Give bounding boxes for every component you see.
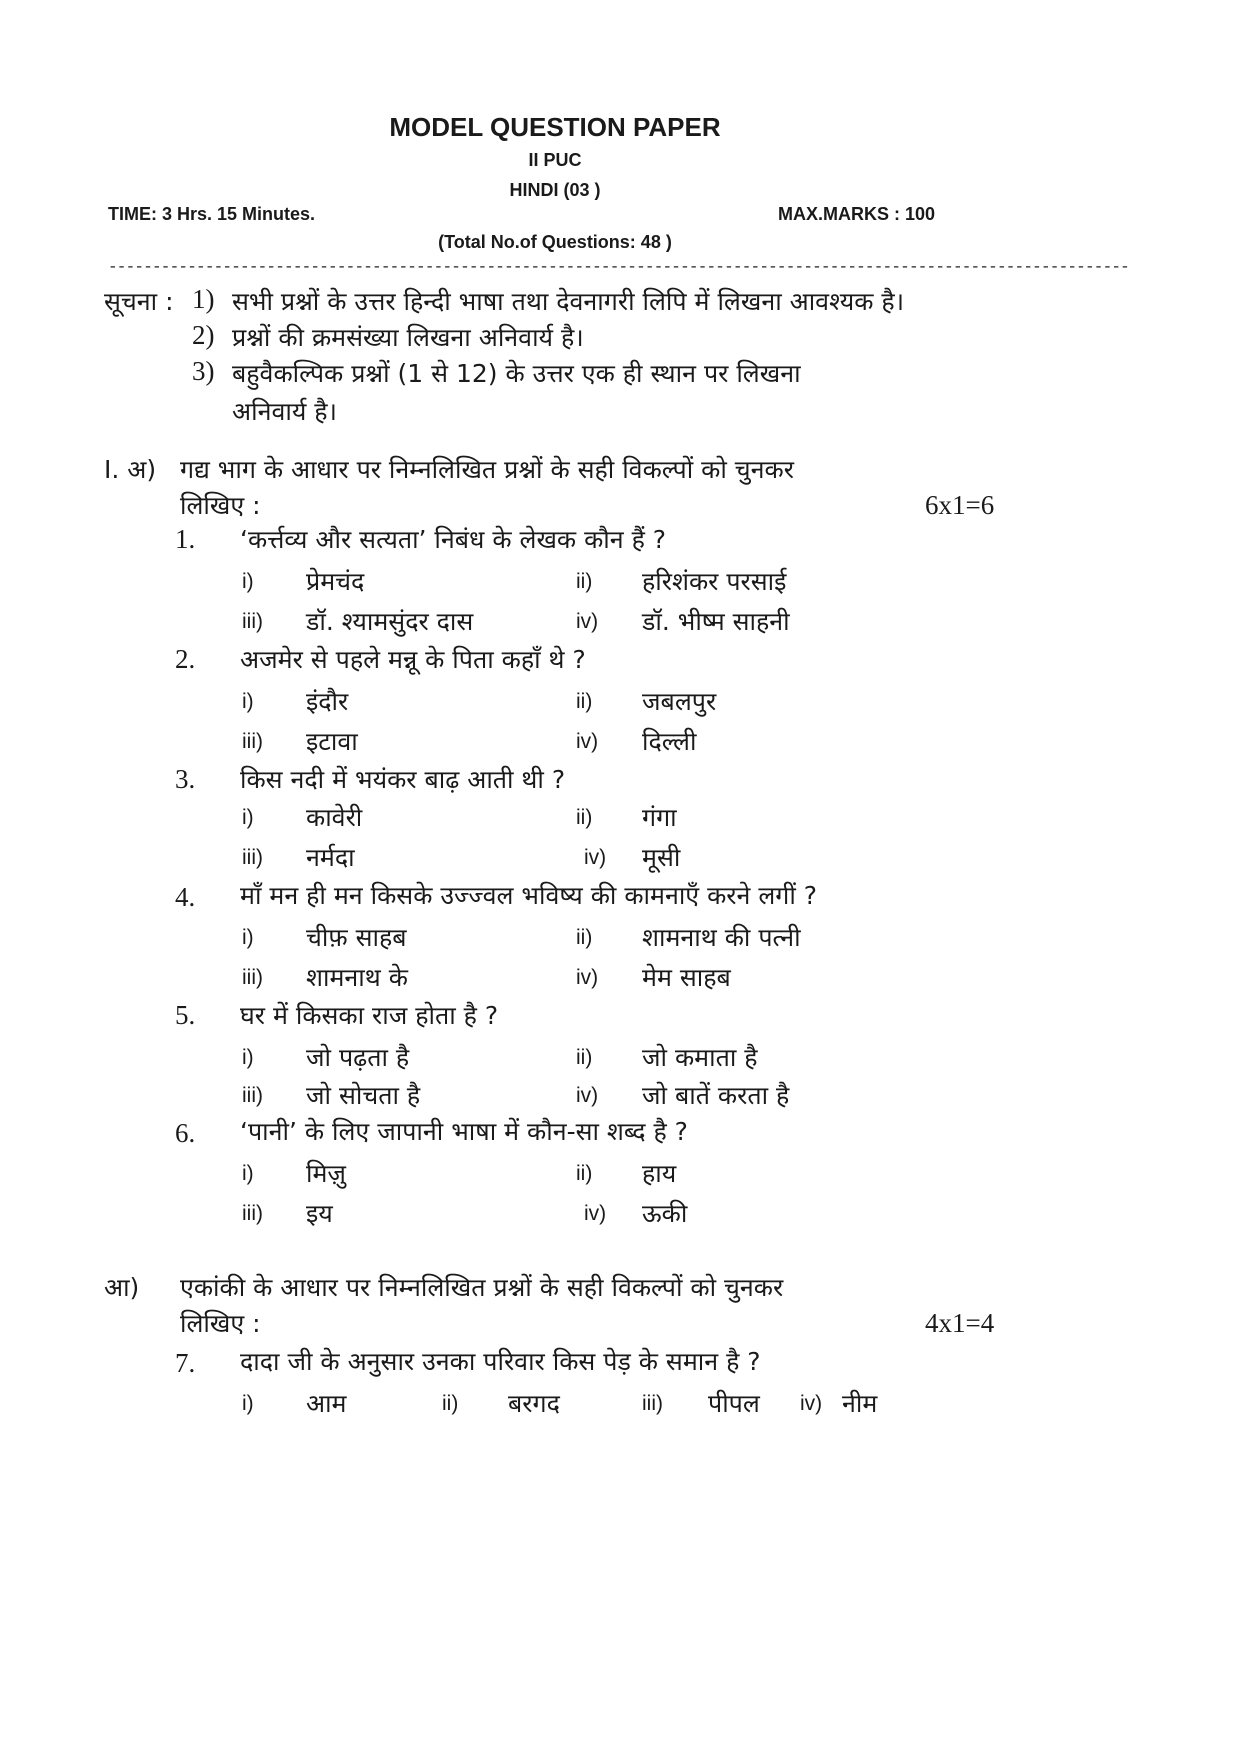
instruction-number: 2) <box>192 320 215 350</box>
option-label: i) <box>242 1392 254 1415</box>
option-text: कावेरी <box>306 803 363 832</box>
option-text: मूसी <box>642 843 681 872</box>
option-label: iii) <box>642 1392 663 1415</box>
option-text: मिज़ु <box>306 1159 346 1188</box>
section-b-heading-continued: लिखिए : <box>180 1309 261 1338</box>
option-label: iv) <box>576 610 599 633</box>
option-label: ii) <box>576 1162 593 1185</box>
question-number: 4. <box>175 882 196 912</box>
question-number: 1. <box>175 524 196 554</box>
option-text: जबलपुर <box>642 687 717 716</box>
option-text: गंगा <box>642 803 677 832</box>
section-b-label: आ) <box>104 1273 140 1302</box>
option-text: जो सोचता है <box>306 1081 421 1110</box>
question-number: 5. <box>175 1000 196 1030</box>
instruction-text-continued: अनिवार्य है। <box>232 397 338 426</box>
paper-title: MODEL QUESTION PAPER <box>389 112 721 142</box>
question-number: 6. <box>175 1118 196 1148</box>
instructions-label: सूचना : <box>104 287 174 316</box>
option-text: इय <box>306 1199 333 1228</box>
option-label: i) <box>242 926 254 949</box>
option-label: ii) <box>576 1046 593 1069</box>
option-text: हाय <box>642 1159 677 1188</box>
option-label: ii) <box>576 926 593 949</box>
instruction-text: प्रश्नों की क्रमसंख्या लिखना अनिवार्य है। <box>232 323 584 352</box>
question-text: ‘पानी’ के लिए जापानी भाषा में कौन-सा शब्द है ? <box>240 1117 688 1146</box>
option-label: iii) <box>242 846 263 869</box>
question-number: 2. <box>175 644 196 674</box>
option-text: जो बातें करता है <box>642 1081 790 1110</box>
option-text: जो कमाता है <box>642 1043 758 1072</box>
option-label: i) <box>242 1162 254 1185</box>
option-text: आम <box>306 1389 347 1418</box>
option-label: iv) <box>584 1202 607 1225</box>
option-label: iv) <box>800 1392 823 1415</box>
max-marks-label: MAX.MARKS : 100 <box>778 204 936 224</box>
instruction-text: बहुवैकल्पिक प्रश्नों (1 से 12) के उत्तर एक ही स्थान पर लिखना <box>232 359 801 388</box>
question-number: 7. <box>175 1348 196 1378</box>
option-text: डॉ. श्यामसुंदर दास <box>306 607 474 636</box>
question-text: दादा जी के अनुसार उनका परिवार किस पेड़ के समान है ? <box>240 1347 761 1376</box>
option-label: iv) <box>576 966 599 989</box>
section-a-marks: 6x1=6 <box>925 490 995 520</box>
option-text: नीम <box>842 1389 878 1418</box>
option-label: i) <box>242 570 254 593</box>
question-text: अजमेर से पहले मन्नू के पिता कहाँ थे ? <box>240 645 586 674</box>
section-b-marks: 4x1=4 <box>925 1308 995 1338</box>
instruction-text: सभी प्रश्नों के उत्तर हिन्दी भाषा तथा देवनागरी लिपि में लिखना आवश्यक है। <box>232 287 905 316</box>
total-questions-label: (Total No.of Questions: 48 ) <box>438 232 672 252</box>
option-label: i) <box>242 1046 254 1069</box>
option-label: iii) <box>242 1202 263 1225</box>
option-text: इटावा <box>306 727 358 756</box>
option-label: iii) <box>242 1084 263 1107</box>
option-text: शामनाथ की पत्नी <box>642 923 801 952</box>
option-label: iv) <box>584 846 607 869</box>
instruction-number: 3) <box>192 356 215 386</box>
header-divider: -------------------------------------------------------------------------------------------------------------------- <box>108 258 1129 276</box>
section-b-heading: एकांकी के आधार पर निम्नलिखित प्रश्नों के सही विकल्पों को चुनकर <box>180 1273 784 1302</box>
option-text: पीपल <box>708 1389 760 1418</box>
option-text: बरगद <box>508 1389 560 1418</box>
section-a-heading-continued: लिखिए : <box>180 491 261 520</box>
option-text: प्रेमचंद <box>306 567 365 596</box>
option-label: iv) <box>576 1084 599 1107</box>
option-text: ऊकी <box>642 1199 688 1228</box>
option-label: ii) <box>576 806 593 829</box>
option-label: iv) <box>576 730 599 753</box>
section-a-heading: गद्य भाग के आधार पर निम्नलिखित प्रश्नों के सही विकल्पों को चुनकर <box>180 455 794 484</box>
option-text: इंदौर <box>306 687 349 716</box>
question-text: घर में किसका राज होता है ? <box>240 1001 499 1030</box>
option-label: i) <box>242 806 254 829</box>
option-label: iii) <box>242 610 263 633</box>
question-text: माँ मन ही मन किसके उज्ज्वल भविष्य की कामनाएँ करने लगीं ? <box>240 881 818 910</box>
option-text: जो पढ़ता है <box>306 1043 410 1072</box>
option-text: नर्मदा <box>306 843 355 872</box>
subject-label: HINDI (03 ) <box>509 180 601 200</box>
question-text: ‘कर्त्तव्य और सत्यता’ निबंध के लेखक कौन हैं ? <box>240 525 667 554</box>
question-text: किस नदी में भयंकर बाढ़ आती थी ? <box>240 765 566 794</box>
option-text: मेम साहब <box>642 963 731 992</box>
question-number: 3. <box>175 764 196 794</box>
instruction-number: 1) <box>192 284 215 314</box>
option-label: iii) <box>242 966 263 989</box>
option-label: i) <box>242 690 254 713</box>
option-text: हरिशंकर परसाई <box>642 567 787 596</box>
option-text: शामनाथ के <box>306 963 408 992</box>
option-label: iii) <box>242 730 263 753</box>
option-text: दिल्ली <box>642 727 697 756</box>
section-a-label: I. अ) <box>104 455 157 484</box>
time-label: TIME: 3 Hrs. 15 Minutes. <box>108 204 316 224</box>
class-label: II PUC <box>528 150 582 170</box>
option-label: ii) <box>442 1392 459 1415</box>
option-label: ii) <box>576 570 593 593</box>
option-text: डॉ. भीष्म साहनी <box>642 607 790 636</box>
option-label: ii) <box>576 690 593 713</box>
option-text: चीफ़ साहब <box>306 923 407 952</box>
